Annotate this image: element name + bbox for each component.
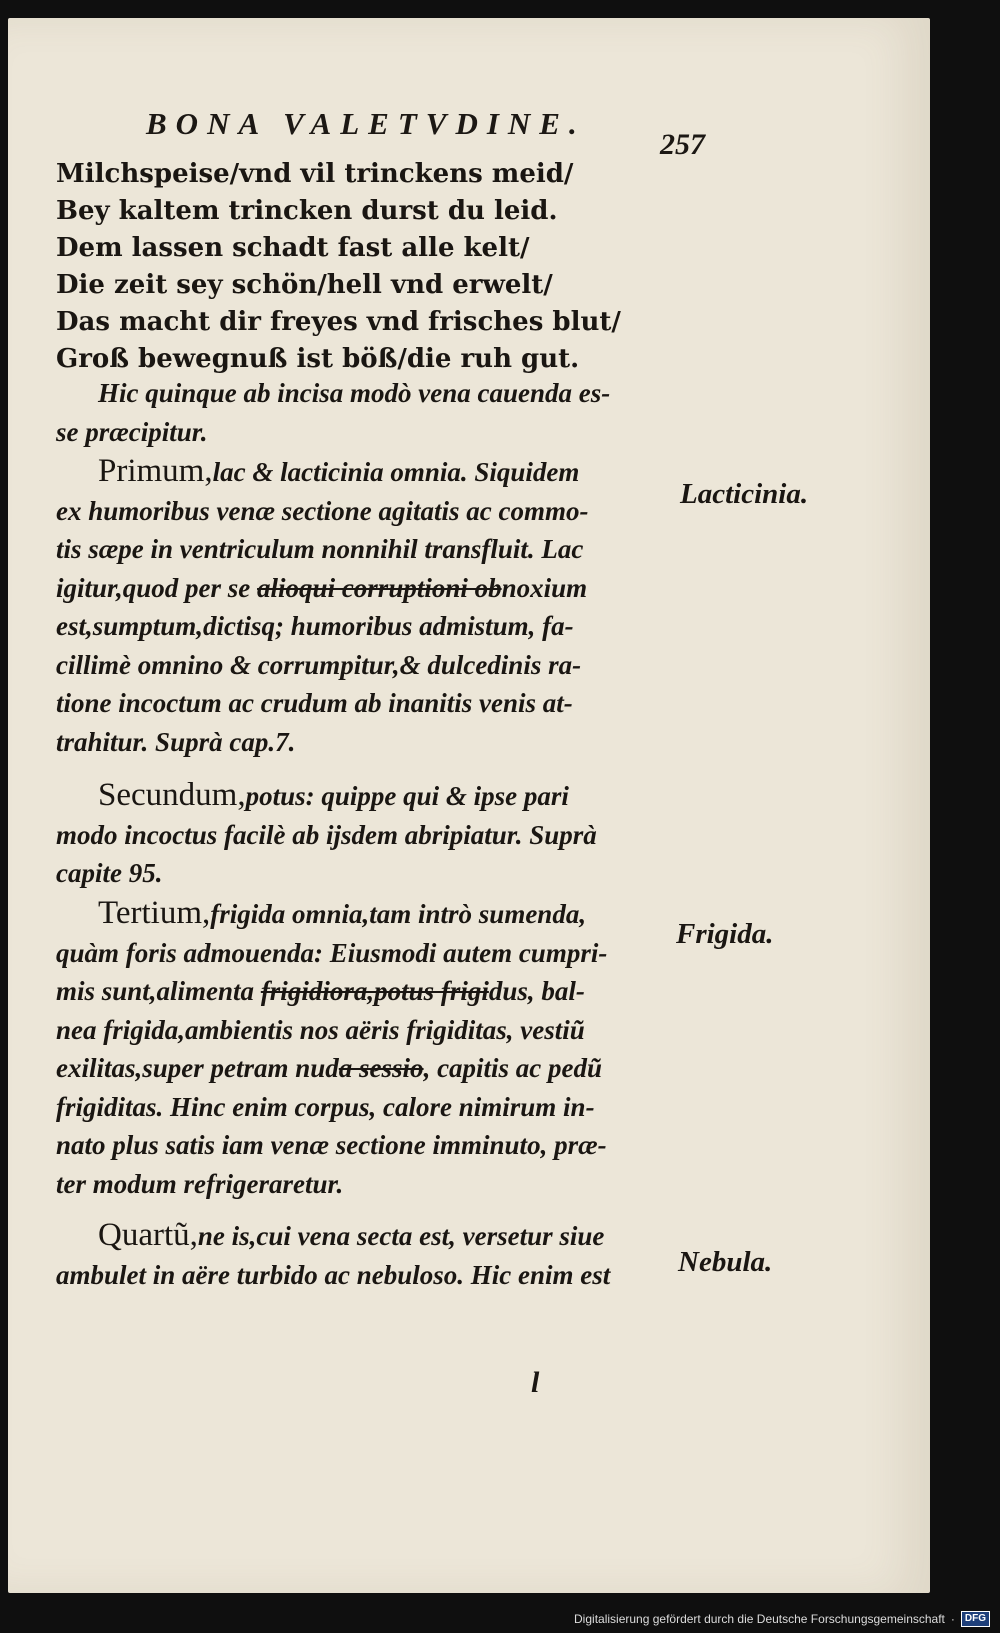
- text-line: [56, 1049, 711, 1088]
- paragraph-lead: Secundum,: [98, 777, 246, 813]
- dfg-logo-icon[interactable]: DFG: [961, 1611, 990, 1627]
- struck-text: a sessio: [338, 1053, 424, 1083]
- paragraph-quartum: [56, 1216, 711, 1294]
- struck-text: alioqui corruptioni ob: [257, 572, 502, 603]
- margin-note-frigida: Frigida.: [676, 918, 774, 950]
- struck-text: frigidiora,potus frigi: [260, 976, 489, 1006]
- text-line: ambulet in aëre turbido ac nebuloso. Hic enim est: [56, 1259, 611, 1290]
- text-line: trahitur. Suprà cap.7.: [56, 726, 296, 757]
- text-line: cillimè omnino & corrumpitur,& dulcedinis ra-: [56, 649, 582, 680]
- margin-note-nebula: Nebula.: [678, 1246, 773, 1278]
- page-number: 257: [660, 128, 705, 161]
- text-line: nato plus satis iam venæ sectione imminuto, præ-: [56, 1130, 607, 1160]
- verse-line: Die zeit sey schön/hell vnd erwelt/: [56, 270, 553, 300]
- paragraph-lead: Primum,: [98, 453, 213, 489]
- german-verse: [56, 156, 711, 378]
- line-segment: noxium: [501, 572, 588, 603]
- line-segment: igitur,quod per se: [56, 572, 258, 603]
- verse-line: Dem lassen schadt fast alle kelt/: [56, 233, 530, 263]
- text-line: ex humoribus venæ sectione agitatis ac commo-: [56, 495, 589, 526]
- line-segment: exilitas,super petram nud: [56, 1053, 339, 1083]
- text-line: Hic quinque ab incisa modò vena cauenda es-: [98, 378, 611, 408]
- paragraph-primum: [56, 452, 711, 761]
- verse-line: Groß bewegnuß ist böß/die ruh gut.: [56, 344, 580, 374]
- line-segment: dus, bal-: [488, 976, 585, 1006]
- text-line: tis sæpe in ventriculum nonnihil transfluit. Lac: [56, 534, 584, 564]
- intro-paragraph: [56, 374, 711, 451]
- text-line: capite 95.: [56, 858, 163, 888]
- text-line: [56, 569, 711, 608]
- paragraph-tertium: [56, 894, 711, 1203]
- text-line: quàm foris admouenda: Eiusmodi autem cumpri-: [56, 937, 608, 968]
- paragraph-lead: Tertium,: [98, 895, 211, 931]
- verse-line: Milchspeise/vnd vil trinckens meid/: [56, 159, 574, 189]
- text-line: modo incoctus facilè ab ijsdem abripiatur. Suprà: [56, 819, 597, 850]
- running-head: BONA VALETVDINE.: [146, 106, 586, 141]
- line-rest: frigida omnia,tam intrò sumenda,: [210, 899, 587, 929]
- line-segment: , capitis ac pedũ: [423, 1053, 603, 1083]
- paragraph-lead: Quartũ,: [98, 1217, 198, 1253]
- text-line: [56, 894, 711, 934]
- text-line: se præcipitur.: [56, 416, 208, 447]
- paragraph-secundum: [56, 776, 711, 893]
- margin-note-lacticinia: Lacticinia.: [680, 478, 809, 510]
- text-line: [56, 972, 711, 1011]
- footer-credit: Digitalisierung gefördert durch die Deutsche Forschungsgemeinschaft: [574, 1611, 945, 1626]
- digitization-footer: [574, 1606, 990, 1631]
- footer-separator: ·: [950, 1611, 955, 1626]
- book-page: [8, 18, 930, 1593]
- line-segment: mis sunt,alimenta: [56, 976, 261, 1006]
- text-line: tione incoctum ac crudum ab inanitis venis at-: [56, 688, 573, 718]
- line-rest: ne is,cui vena secta est, versetur siue: [197, 1221, 605, 1251]
- text-line: [56, 1216, 711, 1256]
- line-rest: potus: quippe qui & ipse pari: [245, 781, 569, 811]
- verse-line: Bey kaltem trincken durst du leid.: [56, 196, 558, 226]
- text-line: [56, 452, 711, 492]
- verse-line: Das macht dir freyes vnd frisches blut/: [56, 307, 621, 337]
- text-line: frigiditas. Hinc enim corpus, calore nimirum in-: [56, 1091, 595, 1122]
- text-line: est,sumptum,dictisq; humoribus admistum, fa-: [56, 611, 574, 641]
- text-line: [56, 776, 711, 816]
- text-line: ter modum refrigeraretur.: [56, 1168, 344, 1199]
- line-rest: lac & lacticinia omnia. Siquidem: [212, 457, 580, 487]
- text-line: nea frigida,ambientis nos aëris frigiditas, vestiũ: [56, 1014, 585, 1045]
- signature-mark: l: [531, 1366, 540, 1399]
